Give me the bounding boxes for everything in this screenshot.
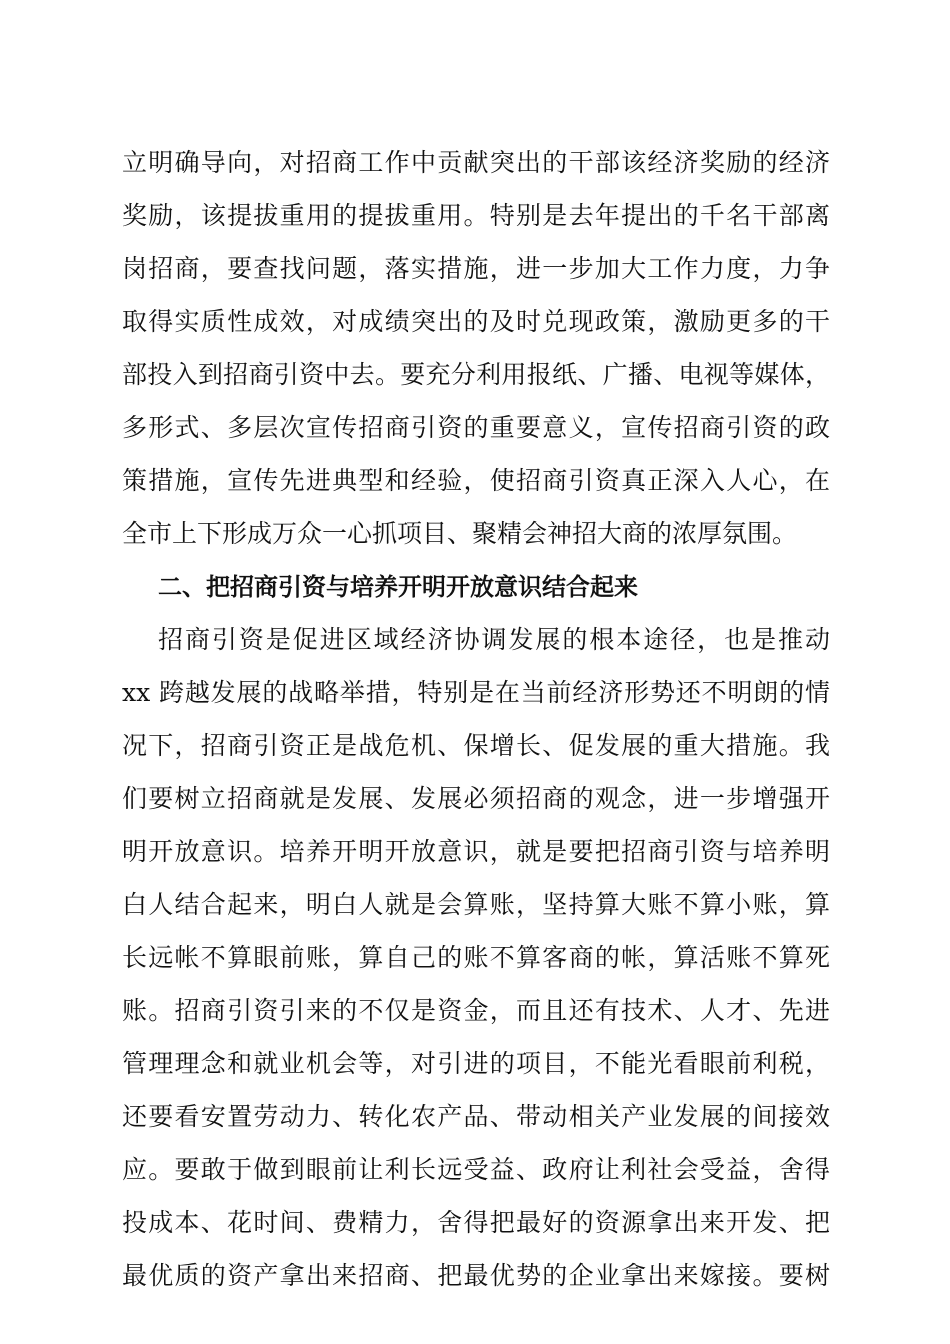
paragraph-1-line-2: 奖励，该提拔重用的提拔重用。特别是去年提出的千名干部离 (122, 201, 830, 230)
paragraph-1-line-3: 岗招商，要查找问题，落实措施，进一步加大工作力度，力争 (122, 254, 830, 283)
section-heading: 二、把招商引资与培养开明开放意识结合起来 (158, 573, 638, 601)
section-2-line-5: 明开放意识。培养开明开放意识，就是要把招商引资与培养明 (122, 837, 830, 866)
section-2-line-3: 况下，招商引资正是战危机、保增长、促发展的重大措施。我 (122, 731, 830, 760)
paragraph-1-line-1: 立明确导向，对招商工作中贡献突出的干部该经济奖励的经济 (122, 148, 830, 177)
paragraph-1-line-4: 取得实质性成效，对成绩突出的及时兑现政策，激励更多的干 (122, 307, 830, 336)
section-2-line-2: xx 跨越发展的战略举措，特别是在当前经济形势还不明朗的情 (122, 678, 830, 707)
section-2-line-8: 账。招商引资引来的不仅是资金，而且还有技术、人才、先进 (122, 996, 830, 1025)
section-2-line-4: 们要树立招商就是发展、发展必须招商的观念，进一步增强开 (122, 784, 830, 813)
paragraph-1-line-8: 全市上下形成万众一心抓项目、聚精会神招大商的浓厚氛围。 (122, 519, 798, 548)
section-2-line-7: 长远帐不算眼前账，算自己的账不算客商的帐，算活账不算死 (122, 943, 830, 972)
paragraph-1-line-7: 策措施，宣传先进典型和经验，使招商引资真正深入人心，在 (122, 466, 830, 495)
section-2-line-12: 投成本、花时间、费精力，舍得把最好的资源拿出来开发、把 (122, 1208, 830, 1237)
section-2-line-11: 应。要敢于做到眼前让利长远受益、政府让利社会受益，舍得 (122, 1155, 830, 1184)
section-2-line-6: 白人结合起来，明白人就是会算账，坚持算大账不算小账，算 (122, 890, 830, 919)
section-2-line-1: 招商引资是促进区域经济协调发展的根本途径，也是推动 (158, 625, 830, 654)
section-2-line-9: 管理理念和就业机会等，对引进的项目，不能光看眼前利税， (122, 1049, 830, 1078)
section-2-line-10: 还要看安置劳动力、转化农产品、带动相关产业发展的间接效 (122, 1102, 830, 1131)
paragraph-1-line-6: 多形式、多层次宣传招商引资的重要意义，宣传招商引资的政 (122, 413, 830, 442)
section-2-line-13: 最优质的资产拿出来招商、把最优势的企业拿出来嫁接。要树 (122, 1261, 830, 1290)
paragraph-1-line-5: 部投入到招商引资中去。要充分利用报纸、广播、电视等媒体， (122, 360, 830, 389)
